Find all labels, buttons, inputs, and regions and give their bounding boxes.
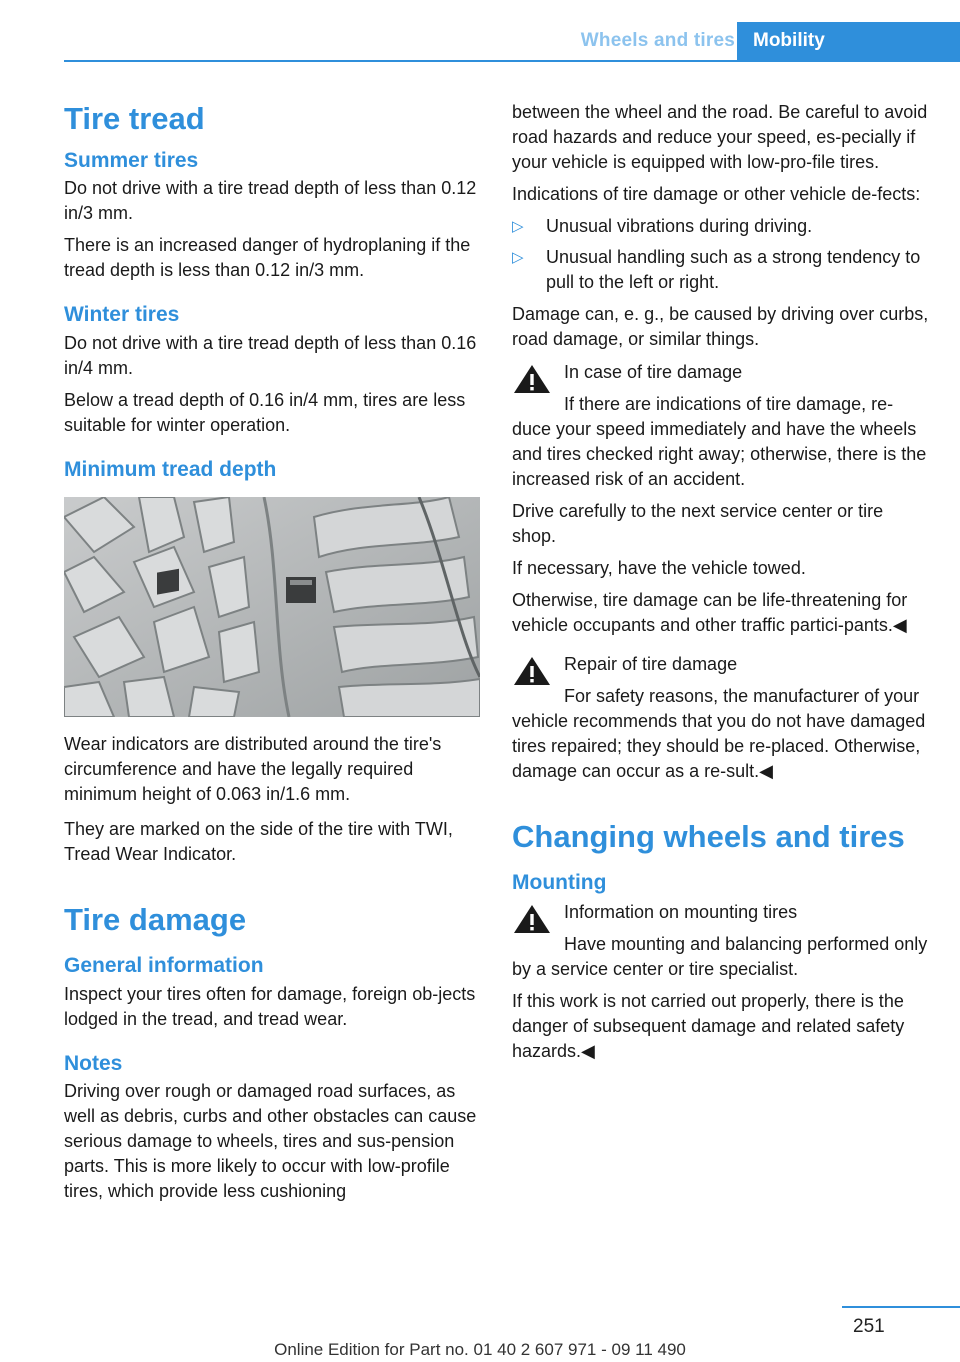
warning-triangle-icon: [512, 654, 552, 688]
warning-block: [512, 900, 930, 1064]
paragraph: Below a tread depth of 0.16 in/4 mm, tires are less suitable for winter operation.: [64, 389, 466, 435]
paragraph: Do not drive with a tire tread depth of less than 0.16 in/4 mm.: [64, 332, 477, 378]
heading-summer-tires: Summer tires: [64, 149, 199, 173]
warning-block: [512, 652, 930, 784]
bullet-marker-icon: ▷: [512, 218, 524, 235]
bullet-marker-icon: ▷: [512, 249, 524, 266]
heading-general-information: General information: [64, 954, 264, 978]
warning-block: [512, 360, 930, 638]
page-number: 251: [853, 1316, 885, 1337]
list-item: ▷ Unusual handling such as a strong tendency to pull to the left or right.: [512, 247, 921, 292]
paragraph: Damage can, e. g., be caused by driving over curbs, road damage, or similar things.: [512, 304, 929, 349]
warning-title: Information on mounting tires: [564, 902, 798, 923]
paragraph: Driving over rough or damaged road surfaces, as well as debris, curbs and other obstacles can cause serious damage to wheels, tires and sus-pension parts. This is more likely to occur with low-profile tires, which provide less cushioning: [64, 1080, 477, 1201]
paragraph: Have mounting and balancing performed only by a service center or tire specialist.: [512, 934, 928, 980]
paragraph: They are marked on the side of the tire with TWI, Tread Wear Indicator.: [64, 819, 453, 865]
paragraph: If this work is not carried out properly, there is the danger of subsequent damage and related safety hazards.◀: [512, 991, 905, 1062]
paragraph: If necessary, have the vehicle towed.: [512, 558, 806, 578]
paragraph: between the wheel and the road. Be careful to avoid road hazards and reduce your speed, es-pecially if your vehicle is equipped with low-pro-file tires.: [512, 102, 928, 172]
paragraph: Inspect your tires often for damage, foreign ob-jects lodged in the tread, and tread wear.: [64, 983, 476, 1029]
paragraph: Otherwise, tire damage can be life-threatening for vehicle occupants and other traffic partici-pants.◀: [512, 590, 908, 635]
heading-winter-tires: Winter tires: [64, 303, 180, 327]
bullet-list: [512, 214, 930, 295]
heading-tire-tread: Tire tread: [64, 101, 205, 136]
warning-triangle-icon: [512, 362, 552, 396]
warning-triangle-icon: [512, 902, 552, 936]
heading-changing-wheels: Changing wheels and tires: [512, 819, 905, 854]
paragraph: Indications of tire damage or other vehicle de-fects:: [512, 184, 921, 204]
tire-tread-photo: [64, 497, 480, 717]
warning-title: Repair of tire damage: [564, 654, 738, 674]
heading-tire-damage: Tire damage: [64, 902, 247, 938]
paragraph: Drive carefully to the next service center or tire shop.: [512, 501, 884, 546]
header-chapter-tab: Mobility: [737, 22, 960, 62]
paragraph: Do not drive with a tire tread depth of less than 0.12 in/3 mm.: [64, 178, 477, 224]
heading-minimum-tread-depth: Minimum tread depth: [64, 457, 277, 481]
paragraph: Wear indicators are distributed around the tire's circumference and have the legally required minimum height of 0.063 in/1.6 mm.: [64, 734, 442, 805]
heading-mounting: Mounting: [512, 871, 607, 895]
paragraph: If there are indications of tire damage, re-duce your speed immediately and have the wheels and tires checked right away; otherwise, there is the increased risk of an accident.: [512, 394, 927, 489]
heading-notes: Notes: [64, 1051, 123, 1075]
footer-edition-note: Online Edition for Part no. 01 40 2 607 971 - 09 11 490: [274, 1340, 686, 1359]
paragraph: For safety reasons, the manufacturer of your vehicle recommends that you do not have damaged tires repaired; they should be re-placed. Otherwise, damage can occur as a re-sult.◀: [512, 686, 926, 781]
list-item: ▷ Unusual vibrations during driving.: [512, 214, 930, 239]
right-column: [512, 100, 930, 1071]
left-column: [64, 100, 482, 1211]
warning-title: In case of tire damage: [564, 362, 743, 382]
paragraph: There is an increased danger of hydroplaning if the tread depth is less than 0.12 in/3 mm.: [64, 235, 471, 281]
page-number-rule: [842, 1306, 960, 1308]
header-section-title: Wheels and tires: [580, 30, 735, 51]
header-rule: [64, 60, 960, 62]
